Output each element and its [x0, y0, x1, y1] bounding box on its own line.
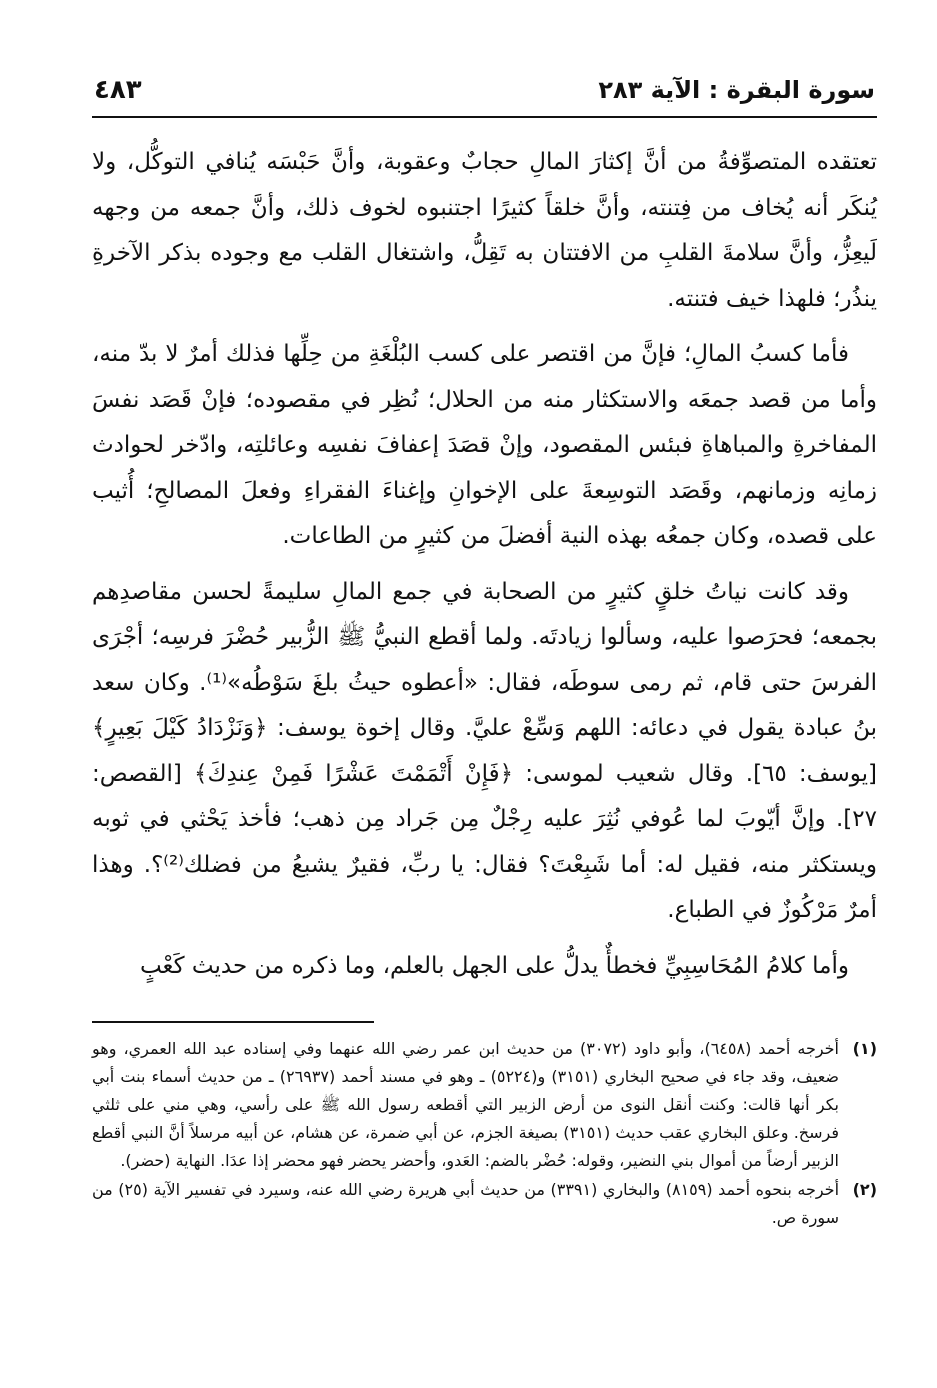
footnote-divider — [92, 1021, 374, 1023]
paragraph: فأما كسبُ المالِ؛ فإنَّ من اقتصر على كسب البُلْغَةِ من حِلِّها فذلك أمرٌ لا بدّ منه، وأما من قصد جمعَه والاستكثار منه من الحلال؛ نُظِر في مقصوده؛ فإنْ قَصَد نفسَ المفاخرةِ والمباهاةِ فبئس المقصود، وإنْ قصَدَ إعفافَ نفسِه وعائلتِه، وادّخر لحوادث زمانِه وزمانهم، وقَصَد التوسِعةَ على الإخوانِ وإغناءَ الفقراءِ وفعلَ المصالحِ؛ أُثيب على قصده، وكان جمعُه بهذه النية أفضلَ من كثيرٍ من الطاعات. — [92, 341, 877, 549]
page — [92, 62, 877, 1362]
footnotes — [92, 1035, 877, 1232]
paragraph: وأما كلامُ المُحَاسِبِيِّ فخطأٌ يدلُّ على الجهل بالعلم، وما ذكره من حديث كَعْبٍ — [139, 952, 849, 979]
footnote-number: (٢) — [852, 1179, 877, 1199]
paragraph: وقد كانت نياتُ خلقٍ كثيرٍ من الصحابة في جمع المالِ سليمةً لحسن مقاصدِهم بجمعه؛ فحرَصوا عليه، وسألوا زيادتَه. ولما أقطع النبيُّ ﷺ الزُّبير حُضْرَ فرسِه؛ أجْرَى الفرسَ حتى قام، ثم رمى سوطَه، فقال: «أعطوه حيثُ بلغَ سَوْطُه»⁽¹⁾. وكان سعد بنُ عبادة يقول في دعائه: اللهم وَسِّعْ عليَّ. وقال إخوة يوسف: ﴿وَنَزْدَادُ كَيْلَ بَعِيرٍ﴾ [يوسف: ٦٥]. وقال شعيب لموسى: ﴿فَإِنْ أَتْمَمْتَ عَشْرًا فَمِنْ عِندِكَ﴾ [القصص: ٢٧]. وإنَّ أيّوبَ لما عُوفي نُثِرَ عليه رِجْلٌ مِن جَراد مِن ذهب؛ فأخذ يَحْثي في ثوبه ويستكثر منه، فقيل له: أما شَبِعْتَ؟ فقال: يا ربِّ، فقيرٌ يشبعُ من فضلك⁽²⁾؟. وهذا أمرٌ مَرْكُوزٌ في الطباع. — [92, 578, 877, 923]
footnote — [92, 1176, 877, 1232]
footnote-text: أخرجه أحمد (٦٤٥٨)، وأبو داود (٣٠٧٢) من حديث ابن عمر رضي الله عنهما وفي إسناده عبد الله العمري، وهو ضعيف، وقد جاء في صحيح البخاري (٣١٥١) و(٥٢٢٤) ـ وهو في مسند أحمد (٢٦٩٣٧) ـ من حديث أسماء بنت أبي بكر أنها قالت: وكنت أنقل النوى من أرض الزبير التي أقطعه رسول الله ﷺ على رأسي، وهي مني على ثلثي فرسخ. وعلق البخاري عقب حديث (٣١٥١) بصيغة الجزم، عن أبي ضمرة، عن هشام، عن أبيه مرسلاً أنَّ النبي أقطع الزبير أرضاً من أموال بني النضير، وقوله: حُضْر بالضم: العَدو، وأحضر يحضر فهو محضر إذا عدَا. النهاية (حضر). — [92, 1038, 840, 1171]
main-text — [92, 140, 877, 989]
footnote — [92, 1035, 877, 1176]
header-divider — [92, 116, 877, 118]
page-header — [92, 62, 877, 112]
footnote-text: أخرجه بنحوه أحمد (٨١٥٩) والبخاري (٣٣٩١) من حديث أبي هريرة رضي الله عنه، وسيرد في تفسير الآية (٢٥) من سورة ص. — [92, 1179, 840, 1227]
page-number: ٤٨٣ — [94, 75, 142, 105]
running-title: سورة البقرة : الآية ٢٨٣ — [598, 76, 875, 104]
paragraph: تعتقده المتصوِّفةُ من أنَّ إكثارَ المالِ حجابٌ وعقوبة، وأنَّ حَبْسَه يُنافي التوكُّل، ولا يُنكَر أنه يُخاف من فِتنته، وأنَّ خلقاً كثيرًا اجتنبوه لخوف ذلك، وأنَّ جمعه من وجهه لَيعِزُّ، وأنَّ سلامةَ القلبِ من الافتتان به تَقِلُّ، واشتغال القلب مع وجوده بذكر الآخرةِ ينذُر؛ فلهذا خيف فتنته. — [92, 149, 877, 312]
footnote-number: (١) — [852, 1038, 877, 1058]
